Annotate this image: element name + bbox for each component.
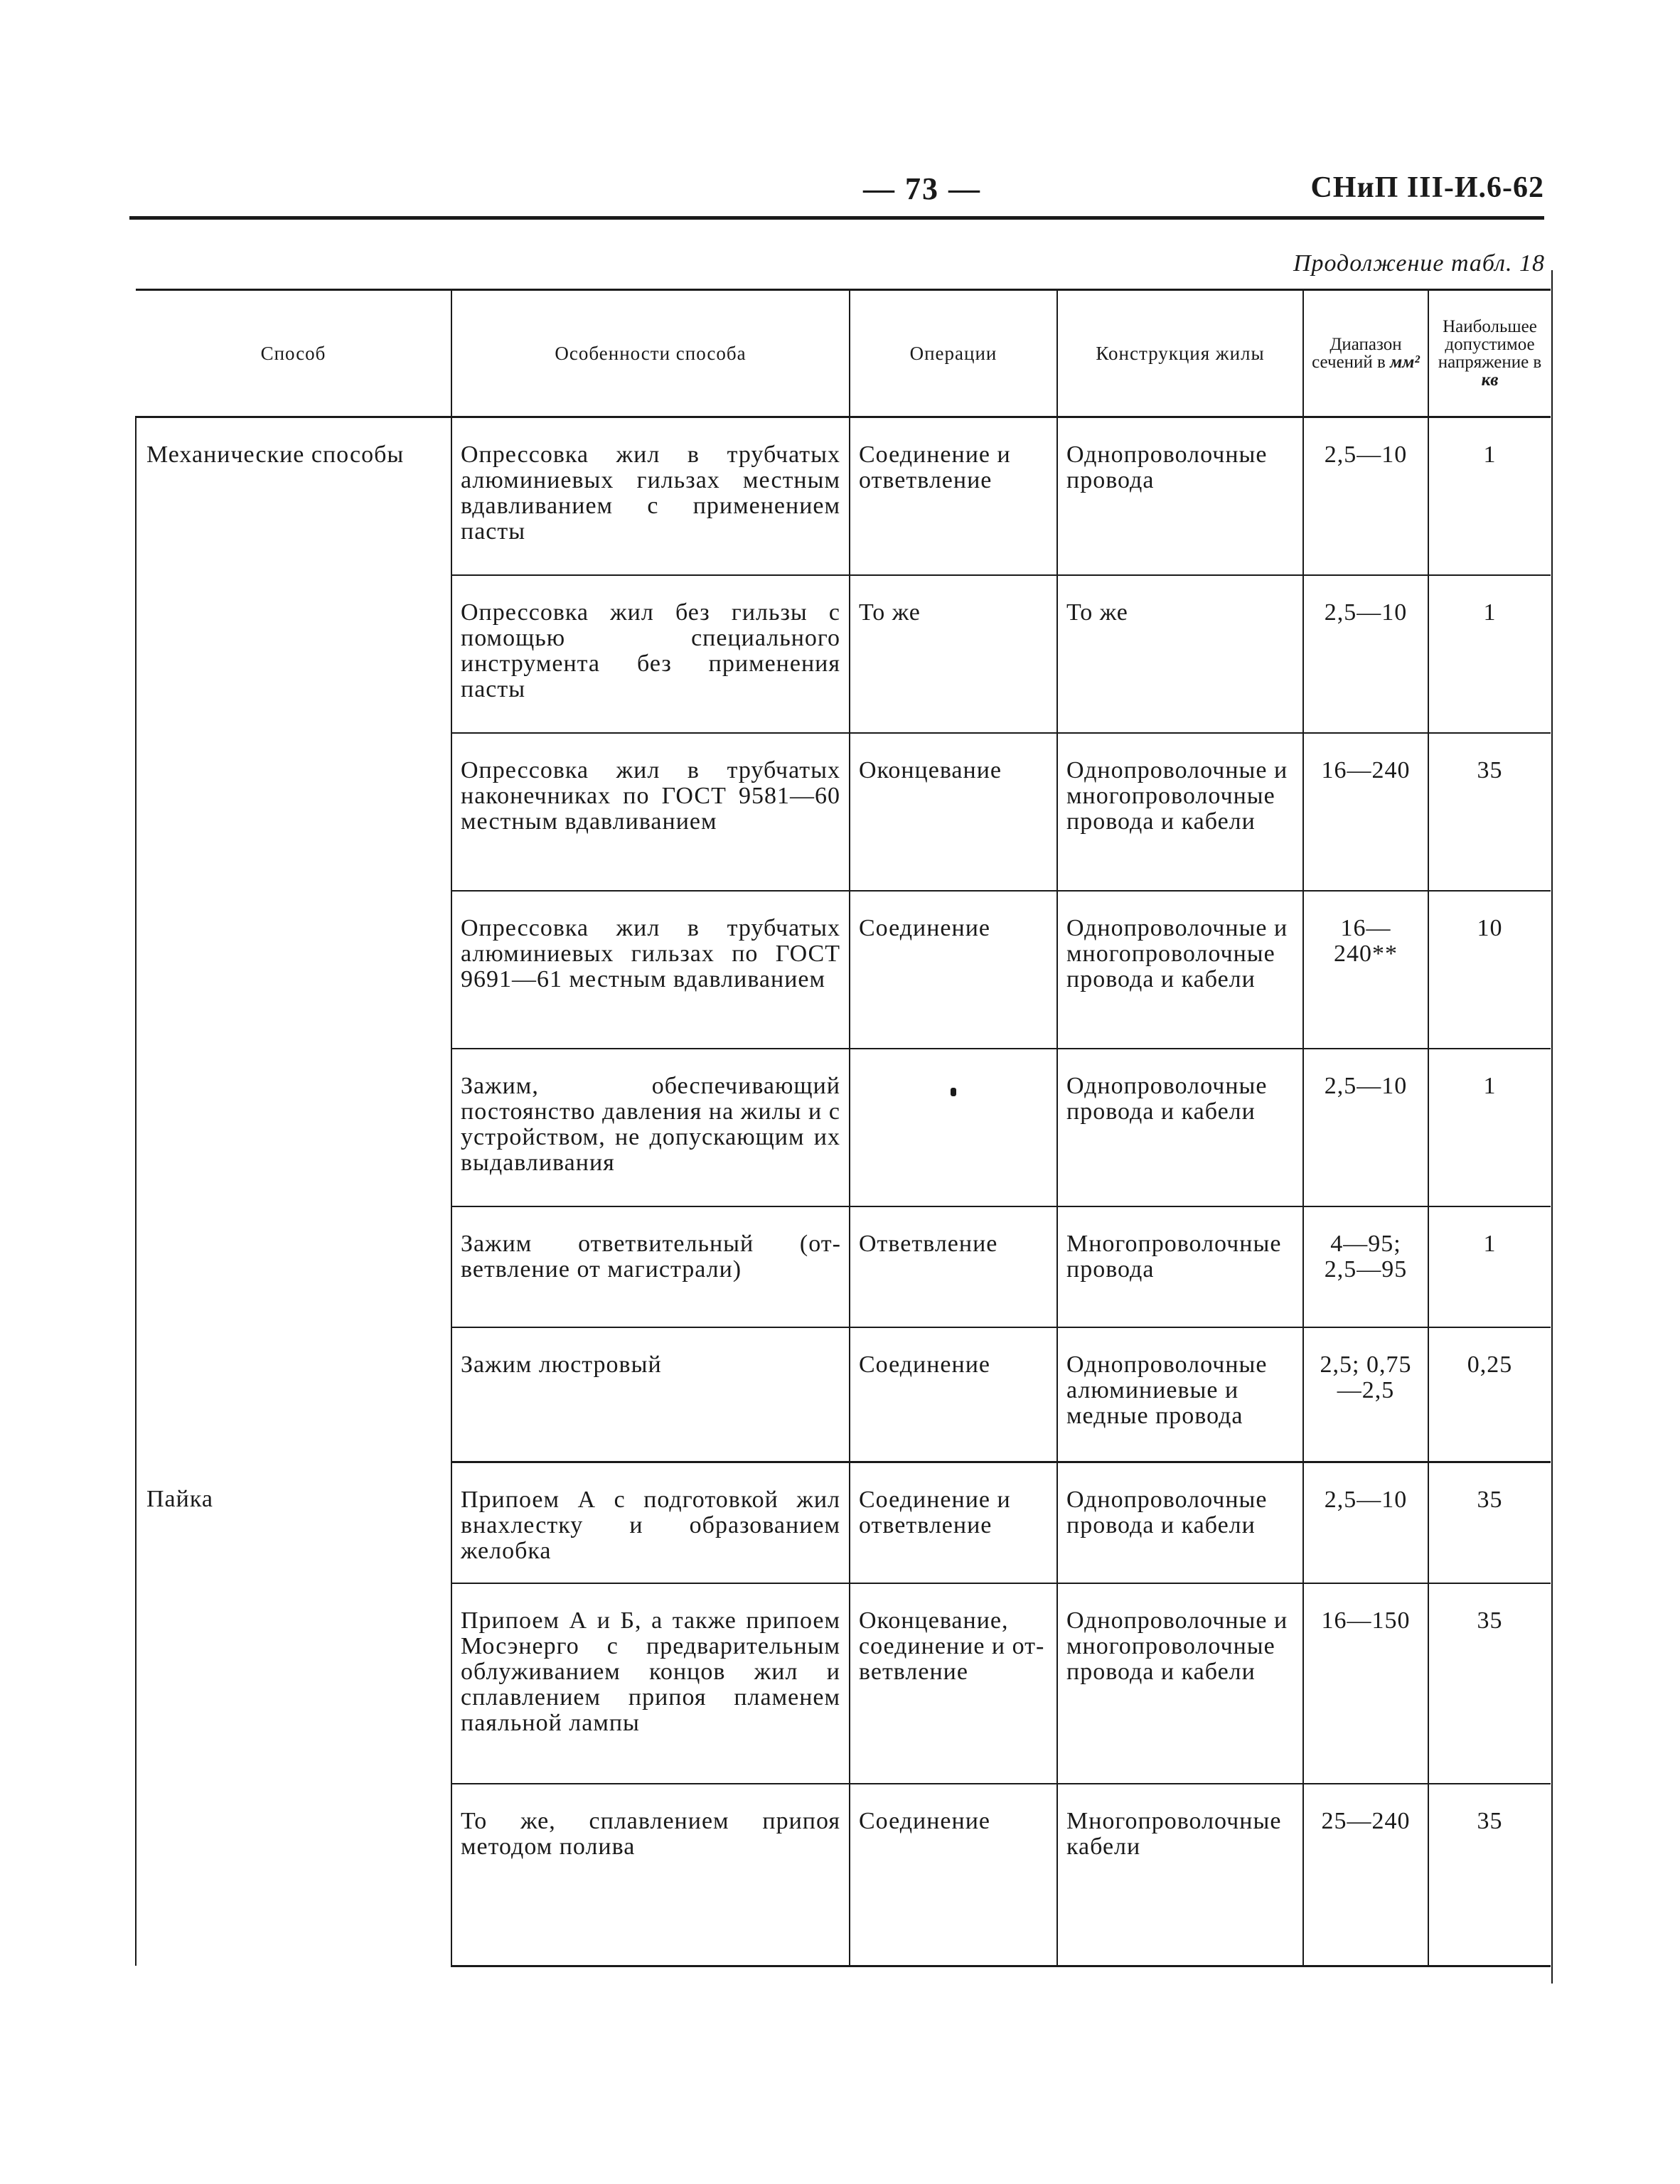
feature-cell: Припоем А с подготовкой жил внахлестку и образованием желобка: [451, 1462, 850, 1583]
construction-cell: Однопроволочные провода и кабели: [1057, 1049, 1303, 1206]
voltage-header-text: Наибольшее допустимое напряжение в: [1438, 317, 1542, 372]
page-header: [129, 171, 1544, 222]
range-cell: 2,5—10: [1303, 1462, 1428, 1583]
feature-cell: Опрессовка жил в трубчатых алюминиевых гильзах по ГОСТ 9691—61 местным вдавливанием: [451, 891, 850, 1049]
feature-cell: То же, сплавлением припоя методом полива: [451, 1784, 850, 1966]
construction-cell: То же: [1057, 575, 1303, 733]
operation-cell: Соединение и ответвление: [850, 1462, 1057, 1583]
column-header-construction: Конструкция жилы: [1057, 290, 1303, 417]
operation-cell: Оконцевание: [850, 733, 1057, 891]
voltage-unit: кв: [1481, 370, 1499, 390]
voltage-cell: 1: [1428, 1049, 1551, 1206]
voltage-cell: 1: [1428, 417, 1551, 575]
voltage-cell: 1: [1428, 575, 1551, 733]
feature-cell: Опрессовка жил в трубчатых алюминиевых гильзах местным вдавливанием с применением пасты: [451, 417, 850, 575]
construction-cell: Однопроволочные и многопроволочные провода и кабели: [1057, 733, 1303, 891]
range-cell: 2,5; 0,75—2,5: [1303, 1327, 1428, 1462]
table-continuation-caption: Продолжение табл. 18: [1293, 250, 1545, 277]
operation-cell: То же: [850, 575, 1057, 733]
column-header-operations: Операции: [850, 290, 1057, 417]
range-cell: 16—240: [1303, 733, 1428, 891]
construction-cell: Многопроволочные кабели: [1057, 1784, 1303, 1966]
table-header-row: [136, 290, 1551, 417]
construction-cell: Однопроволочные провода: [1057, 417, 1303, 575]
range-unit: мм²: [1390, 353, 1420, 372]
voltage-cell: 1: [1428, 1206, 1551, 1327]
operation-cell: Соединение: [850, 891, 1057, 1049]
voltage-cell: 10: [1428, 891, 1551, 1049]
voltage-cell: 35: [1428, 1784, 1551, 1966]
operation-cell: Ответвление: [850, 1206, 1057, 1327]
table-right-border: [1551, 270, 1553, 1984]
column-header-method: Способ: [136, 290, 451, 417]
range-cell: 16—150: [1303, 1583, 1428, 1784]
column-header-features: Особенности способа: [451, 290, 850, 417]
range-header-text: Диапазон сечений в: [1312, 335, 1402, 372]
feature-cell: Зажим ответвительный (ответвление от магистрали): [451, 1206, 850, 1327]
range-cell: 2,5—10: [1303, 417, 1428, 575]
operation-cell: Оконцевание, соединение и ответвление: [850, 1583, 1057, 1784]
feature-cell: Зажим, обеспечивающий постоянство давления на жилы и с устройством, не допускающим их выдавливания: [451, 1049, 850, 1206]
construction-cell: Многопроволочные провода: [1057, 1206, 1303, 1327]
operation-cell: Соединение: [850, 1784, 1057, 1966]
range-cell: 16—240**: [1303, 891, 1428, 1049]
table-row: [136, 1462, 1551, 1583]
operation-cell: Соединение и ответвление: [850, 417, 1057, 575]
voltage-cell: 35: [1428, 1462, 1551, 1583]
column-header-range: [1303, 290, 1428, 417]
range-cell: 2,5—10: [1303, 1049, 1428, 1206]
connection-methods-table: [135, 289, 1551, 1967]
range-cell: 2,5—10: [1303, 575, 1428, 733]
operation-cell: Соединение: [850, 1327, 1057, 1462]
voltage-cell: 35: [1428, 1583, 1551, 1784]
voltage-cell: 35: [1428, 733, 1551, 891]
construction-cell: Однопроволочные и многопроволочные провода и кабели: [1057, 1583, 1303, 1784]
bullet-mark: [951, 1088, 956, 1096]
feature-cell: Зажим люстровый: [451, 1327, 850, 1462]
column-header-voltage: [1428, 290, 1551, 417]
range-cell: 4—95; 2,5—95: [1303, 1206, 1428, 1327]
operation-cell: [850, 1049, 1057, 1206]
method-soldering: Пайка: [136, 1462, 451, 1966]
construction-cell: Однопроволочные провода и кабели: [1057, 1462, 1303, 1583]
method-mechanical: Механические способы: [136, 417, 451, 1462]
page-number: — 73 —: [863, 171, 981, 206]
document-code: СНиП III-И.6-62: [1310, 171, 1544, 204]
construction-cell: Однопроволочные алюминиевые и медные провода: [1057, 1327, 1303, 1462]
table-row: [136, 417, 1551, 575]
header-rule: [129, 216, 1544, 220]
range-cell: 25—240: [1303, 1784, 1428, 1966]
feature-cell: Опрессовка жил в трубчатых наконечниках по ГОСТ 9581—60 местным вдавливанием: [451, 733, 850, 891]
feature-cell: Припоем А и Б, а также припоем Мосэнерго с предварительным облуживaнием концов жил и сплавлением припоя пламенем паяльной лампы: [451, 1583, 850, 1784]
feature-cell: Опрессовка жил без гильзы с помощью специального инструмента без применения пасты: [451, 575, 850, 733]
construction-cell: Однопроволочные и многопроволочные провода и кабели: [1057, 891, 1303, 1049]
voltage-cell: 0,25: [1428, 1327, 1551, 1462]
